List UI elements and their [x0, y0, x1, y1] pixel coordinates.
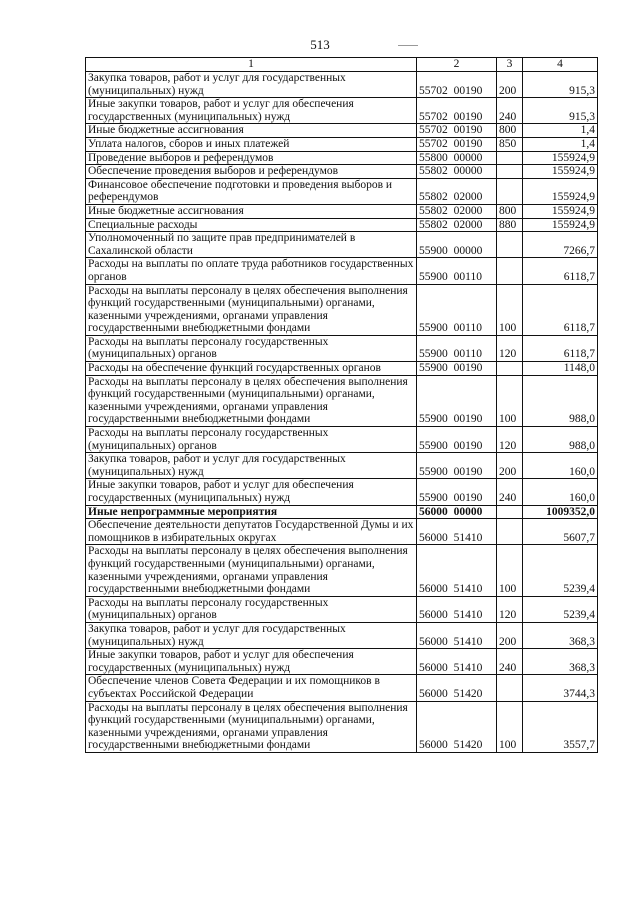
- table-row: [86, 545, 598, 596]
- table-row: [86, 165, 598, 179]
- row-amount: 915,3: [523, 98, 598, 124]
- row-name: Иные бюджетные ассигнования: [86, 204, 417, 218]
- row-amount: 6118,7: [523, 258, 598, 284]
- row-type: 100: [497, 545, 523, 596]
- row-name: Закупка товаров, работ и услуг для государственных (муниципальных) нужд: [86, 622, 417, 648]
- table-row: [86, 505, 598, 519]
- row-type: 100: [497, 701, 523, 752]
- row-amount: 988,0: [523, 375, 598, 426]
- table-row: [86, 178, 598, 204]
- table-row: [86, 124, 598, 138]
- table-row: [86, 258, 598, 284]
- row-amount: 368,3: [523, 622, 598, 648]
- row-amount: 988,0: [523, 427, 598, 453]
- row-code: 55900 00000: [417, 232, 497, 258]
- row-type: 120: [497, 335, 523, 361]
- row-amount: 3744,3: [523, 675, 598, 701]
- row-type: 800: [497, 124, 523, 138]
- row-amount: 155924,9: [523, 151, 598, 165]
- row-type: 200: [497, 622, 523, 648]
- row-code: 56000 51410: [417, 649, 497, 675]
- row-code: 56000 00000: [417, 505, 497, 519]
- row-code: 56000 51410: [417, 622, 497, 648]
- row-code: 55702 00190: [417, 98, 497, 124]
- row-name: Расходы на выплаты персоналу государственных (муниципальных) органов: [86, 596, 417, 622]
- row-name: Расходы на выплаты персоналу в целях обеспечения выполнения функций государственными (муниципальными) органами, казенными учреждениями, органами управления государственными внебюджетными фондами: [86, 545, 417, 596]
- row-type: 880: [497, 218, 523, 232]
- row-code: 55802 02000: [417, 218, 497, 232]
- row-name: Уплата налогов, сборов и иных платежей: [86, 137, 417, 151]
- row-type: 120: [497, 596, 523, 622]
- row-amount: 915,3: [523, 72, 598, 98]
- row-type: 200: [497, 72, 523, 98]
- row-code: 56000 51410: [417, 596, 497, 622]
- row-type: 800: [497, 204, 523, 218]
- row-type: [497, 519, 523, 545]
- row-code: 55900 00110: [417, 258, 497, 284]
- row-amount: 5239,4: [523, 545, 598, 596]
- row-type: 120: [497, 427, 523, 453]
- row-code: 56000 51420: [417, 701, 497, 752]
- table-row: [86, 453, 598, 479]
- row-type: [497, 165, 523, 179]
- row-code: 55702 00190: [417, 72, 497, 98]
- row-amount: 1009352,0: [523, 505, 598, 519]
- table-row: [86, 519, 598, 545]
- row-amount: 155924,9: [523, 204, 598, 218]
- table-row: [86, 335, 598, 361]
- row-code: 55900 00190: [417, 427, 497, 453]
- table-row: [86, 137, 598, 151]
- column-header-type: 3: [497, 58, 523, 72]
- row-name: Расходы на обеспечение функций государственных органов: [86, 362, 417, 376]
- row-type: [497, 232, 523, 258]
- row-code: 55800 00000: [417, 151, 497, 165]
- table-row: [86, 151, 598, 165]
- row-name: Расходы на выплаты персоналу в целях обеспечения выполнения функций государственными (муниципальными) органами, казенными учреждениями, органами управления государственными внебюджетными фондами: [86, 701, 417, 752]
- row-type: 850: [497, 137, 523, 151]
- row-amount: 5607,7: [523, 519, 598, 545]
- row-name: Иные непрограммные мероприятия: [86, 505, 417, 519]
- row-name: Закупка товаров, работ и услуг для государственных (муниципальных) нужд: [86, 72, 417, 98]
- row-name: Уполномоченный по защите прав предпринимателей в Сахалинской области: [86, 232, 417, 258]
- table-row: [86, 204, 598, 218]
- row-code: 56000 51410: [417, 545, 497, 596]
- table-row: [86, 232, 598, 258]
- row-amount: 160,0: [523, 453, 598, 479]
- row-name: Расходы на выплаты персоналу в целях обеспечения выполнения функций государственными (муниципальными) органами, казенными учреждениями, органами управления государственными внебюджетными фондами: [86, 284, 417, 335]
- table-row: [86, 362, 598, 376]
- row-code: 55900 00190: [417, 479, 497, 505]
- row-name: Расходы на выплаты персоналу государственных (муниципальных) органов: [86, 427, 417, 453]
- row-amount: 1,4: [523, 124, 598, 138]
- row-name: Обеспечение проведения выборов и референдумов: [86, 165, 417, 179]
- column-header-code: 2: [417, 58, 497, 72]
- row-name: Закупка товаров, работ и услуг для государственных (муниципальных) нужд: [86, 453, 417, 479]
- row-code: 55802 00000: [417, 165, 497, 179]
- row-amount: 6118,7: [523, 284, 598, 335]
- row-code: 55900 00190: [417, 375, 497, 426]
- row-type: [497, 675, 523, 701]
- row-amount: 160,0: [523, 479, 598, 505]
- row-code: 55802 02000: [417, 204, 497, 218]
- row-name: Обеспечение деятельности депутатов Государственной Думы и их помощников в избирательных округах: [86, 519, 417, 545]
- row-amount: 155924,9: [523, 178, 598, 204]
- table-row: [86, 596, 598, 622]
- row-code: 55900 00110: [417, 335, 497, 361]
- row-amount: 368,3: [523, 649, 598, 675]
- table-row: [86, 622, 598, 648]
- table-row: [86, 375, 598, 426]
- row-name: Обеспечение членов Совета Федерации и их помощников в субъектах Российской Федерации: [86, 675, 417, 701]
- row-amount: 3557,7: [523, 701, 598, 752]
- table-row: [86, 218, 598, 232]
- row-amount: 6118,7: [523, 335, 598, 361]
- row-amount: 155924,9: [523, 165, 598, 179]
- row-amount: 1148,0: [523, 362, 598, 376]
- row-name: Иные закупки товаров, работ и услуг для обеспечения государственных (муниципальных) нужд: [86, 98, 417, 124]
- scan-mark: [398, 45, 418, 46]
- page-number: 513: [310, 37, 330, 52]
- row-code: 55702 00190: [417, 124, 497, 138]
- table-row: [86, 701, 598, 752]
- budget-table: [85, 57, 598, 753]
- row-type: [497, 258, 523, 284]
- row-amount: 5239,4: [523, 596, 598, 622]
- row-code: 55702 00190: [417, 137, 497, 151]
- row-code: 55802 02000: [417, 178, 497, 204]
- row-type: [497, 151, 523, 165]
- row-name: Расходы на выплаты по оплате труда работников государственных органов: [86, 258, 417, 284]
- row-type: [497, 505, 523, 519]
- table-row: [86, 427, 598, 453]
- column-header-amount: 4: [523, 58, 598, 72]
- row-name: Проведение выборов и референдумов: [86, 151, 417, 165]
- row-type: [497, 178, 523, 204]
- row-type: 100: [497, 375, 523, 426]
- table-row: [86, 479, 598, 505]
- row-name: Иные закупки товаров, работ и услуг для обеспечения государственных (муниципальных) нужд: [86, 479, 417, 505]
- row-code: 55900 00190: [417, 453, 497, 479]
- row-type: 200: [497, 453, 523, 479]
- row-name: Расходы на выплаты персоналу в целях обеспечения выполнения функций государственными (муниципальными) органами, казенными учреждениями, органами управления государственными внебюджетными фондами: [86, 375, 417, 426]
- row-code: 55900 00190: [417, 362, 497, 376]
- row-type: 240: [497, 98, 523, 124]
- row-name: Расходы на выплаты персоналу государственных (муниципальных) органов: [86, 335, 417, 361]
- row-amount: 155924,9: [523, 218, 598, 232]
- row-amount: 1,4: [523, 137, 598, 151]
- table-row: [86, 675, 598, 701]
- table-row: [86, 72, 598, 98]
- row-name: Иные бюджетные ассигнования: [86, 124, 417, 138]
- row-type: [497, 362, 523, 376]
- row-name: Иные закупки товаров, работ и услуг для обеспечения государственных (муниципальных) нужд: [86, 649, 417, 675]
- row-code: 56000 51420: [417, 675, 497, 701]
- budget-table-body: [86, 58, 598, 753]
- row-name: Финансовое обеспечение подготовки и проведения выборов и референдумов: [86, 178, 417, 204]
- column-header-name: 1: [86, 58, 417, 72]
- row-type: 100: [497, 284, 523, 335]
- row-name: Специальные расходы: [86, 218, 417, 232]
- table-row: [86, 98, 598, 124]
- row-code: 55900 00110: [417, 284, 497, 335]
- row-type: 240: [497, 479, 523, 505]
- row-type: 240: [497, 649, 523, 675]
- table-row: [86, 284, 598, 335]
- row-code: 56000 51410: [417, 519, 497, 545]
- table-row: [86, 649, 598, 675]
- row-amount: 7266,7: [523, 232, 598, 258]
- table-header-row: [86, 58, 598, 72]
